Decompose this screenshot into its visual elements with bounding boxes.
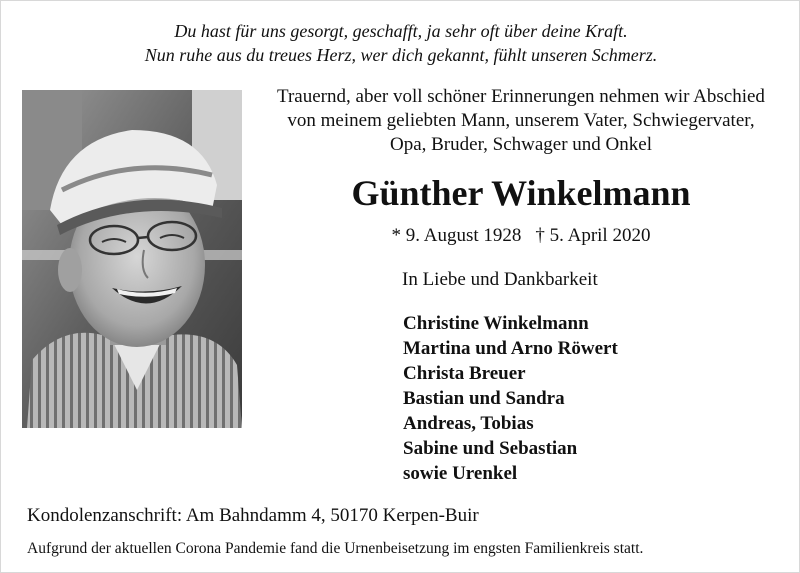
family-member: Christa Breuer	[403, 363, 526, 384]
intro-line-3: Opa, Bruder, Schwager und Onkel	[389, 134, 652, 155]
deceased-name: Günther Winkelmann	[351, 173, 691, 213]
closing-phrase: In Liebe und Dankbarkeit	[402, 269, 598, 290]
family-list	[403, 311, 618, 486]
family-member: Sabine und Sebastian	[403, 438, 578, 459]
intro-line-2: von meinem geliebten Mann, unserem Vater, Schwiegervater,	[287, 110, 755, 131]
burial-note: Aufgrund der aktuellen Corona Pandemie fand die Urnenbeisetzung im engsten Familienkreis statt.	[27, 540, 644, 557]
family-member: Martina und Arno Röwert	[403, 338, 618, 359]
motto-line-2: Nun ruhe aus du treues Herz, wer dich gekannt, fühlt unseren Schmerz.	[144, 45, 658, 65]
intro-text	[256, 85, 786, 157]
death-date: † 5. April 2020	[535, 225, 651, 246]
birth-date: * 9. August 1928	[391, 225, 522, 246]
intro-line-1: Trauernd, aber voll schöner Erinnerungen nehmen wir Abschied	[277, 86, 765, 107]
family-member: Andreas, Tobias	[403, 413, 534, 434]
condolence-address: Kondolenzanschrift: Am Bahndamm 4, 50170 Kerpen-Buir	[27, 505, 479, 526]
motto-line-1: Du hast für uns gesorgt, geschafft, ja sehr oft über deine Kraft.	[174, 21, 628, 41]
life-dates	[256, 223, 786, 249]
family-member: sowie Urenkel	[403, 463, 518, 484]
family-member: Christine Winkelmann	[403, 313, 589, 334]
portrait-photo	[22, 90, 242, 428]
family-member: Bastian und Sandra	[403, 388, 565, 409]
motto-verse	[1, 19, 800, 67]
